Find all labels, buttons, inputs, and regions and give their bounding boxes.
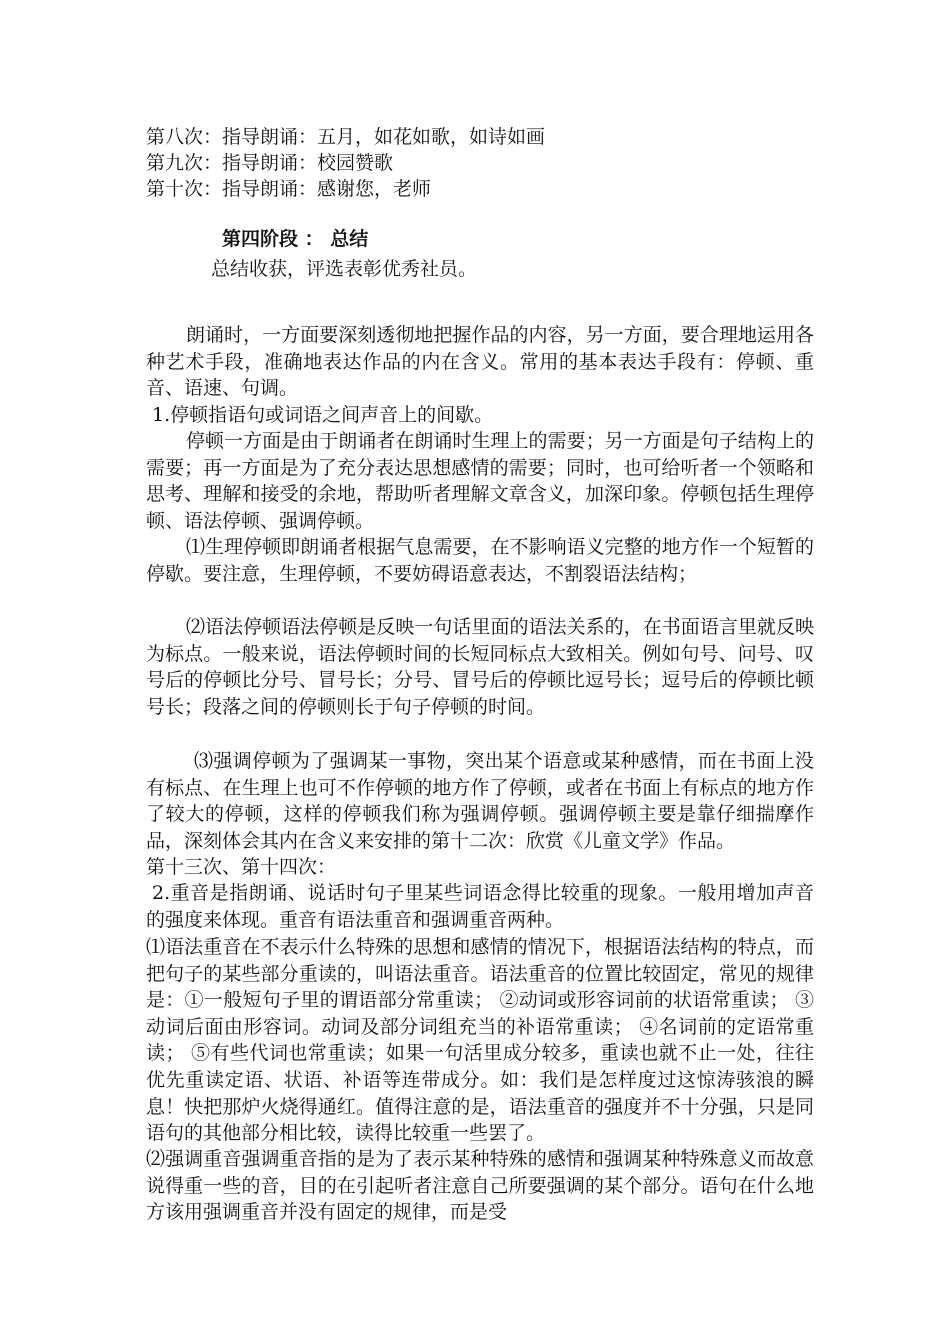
pause-section-title: 1.停顿指语句或词语之间声音上的间歇。: [152, 404, 494, 426]
schedule-item: 第十次：指导朗诵：感谢您，老师: [146, 178, 432, 200]
stage-description: 总结收获，评选表彰优秀社员。: [211, 258, 478, 280]
schedule-item: 第九次：指导朗诵：校园赞歌: [146, 152, 394, 174]
pause-physiological-paragraph: ⑴生理停顿即朗诵者根据气息需要，在不影响语义完整的地方作一个短暂的停歇。要注意，生理停顿，不要妨碍语意表达，不割裂语法结构；: [146, 536, 814, 585]
pause-grammatical-paragraph: ⑵语法停顿语法停顿是反映一句话里面的语法关系的，在书面语言里就反映为标点。一般来说，语法停顿时间的长短同标点大致相关。例如句号、问号、叹号后的停顿比分号、冒号长；分号、冒号后的停顿比逗号长；逗号后的停顿比顿号长；段落之间的停顿则长于句子停顿的时间。: [146, 616, 814, 718]
pause-body-paragraph: 停顿一方面是由于朗诵者在朗诵时生理上的需要；另一方面是句子结构上的需要；再一方面是为了充分表达思想感情的需要；同时，也可给听者一个领略和思考、理解和接受的余地，帮助听者理解文章含义，加深印象。停顿包括生理停顿、语法停顿、强调停顿。: [146, 430, 814, 532]
schedule-item: 第八次：指导朗诵：五月，如花如歌，如诗如画: [146, 126, 546, 148]
stress-emphatic-paragraph: ⑵强调重音强调重音指的是为了表示某种特殊的感情和强调某种特殊意义而故意说得重一些的音，目的在引起听者注意自己所要强调的某个部分。语句在什么地方该用强调重音并没有固定的规律，而是受: [146, 1148, 814, 1224]
stress-grammatical-paragraph: ⑴语法重音在不表示什么特殊的思想和感情的情况下，根据语法结构的特点，而把句子的某些部分重读的，叫语法重音。语法重音的位置比较固定，常见的规律是：①一般短句子里的谓语部分常重读； ②动词或形容词前的状语常重读； ③ 动词后面由形容词。动词及部分词组充当的补语常重读； ④名词前的定语常重读； ⑤有些代词也常重读；如果一句活里成分较多，重读也就不止一处，往往优先重读定语、状语、补语等连带成分。如：我们是怎样度过这惊涛骇浪的瞬息！快把那炉火烧得通红。值得注意的是，语法重音的强度并不十分强，只是同语句的其他部分相比较，读得比较重一些罢了。: [146, 936, 814, 1145]
stress-section-title: 2.重音是指朗诵、说话时句子里某些词语念得比较重的现象。一般用增加声音的强度来体现。重音有语法重音和强调重音两种。: [146, 882, 814, 931]
session-heading: 第十三次、第十四次：: [146, 856, 337, 878]
pause-emphatic-paragraph: ⑶强调停顿为了强调某一事物，突出某个语意或某种感情，而在书面上没有标点、在生理上也可不作停顿的地方作了停顿，或者在书面上有标点的地方作了较大的停顿，这样的停顿我们称为强调停顿。强调停顿主要是靠仔细揣摩作品，深刻体会其内在含义来安排的第十二次：欣赏《儿童文学》作品。: [146, 750, 814, 852]
stage-heading: 第四阶段 ： 总结: [222, 228, 369, 250]
intro-paragraph: 朗诵时，一方面要深刻透彻地把握作品的内容，另一方面，要合理地运用各种艺术手段，准确地表达作品的内在含义。常用的基本表达手段有：停顿、重音、语速、句调。: [146, 324, 814, 400]
